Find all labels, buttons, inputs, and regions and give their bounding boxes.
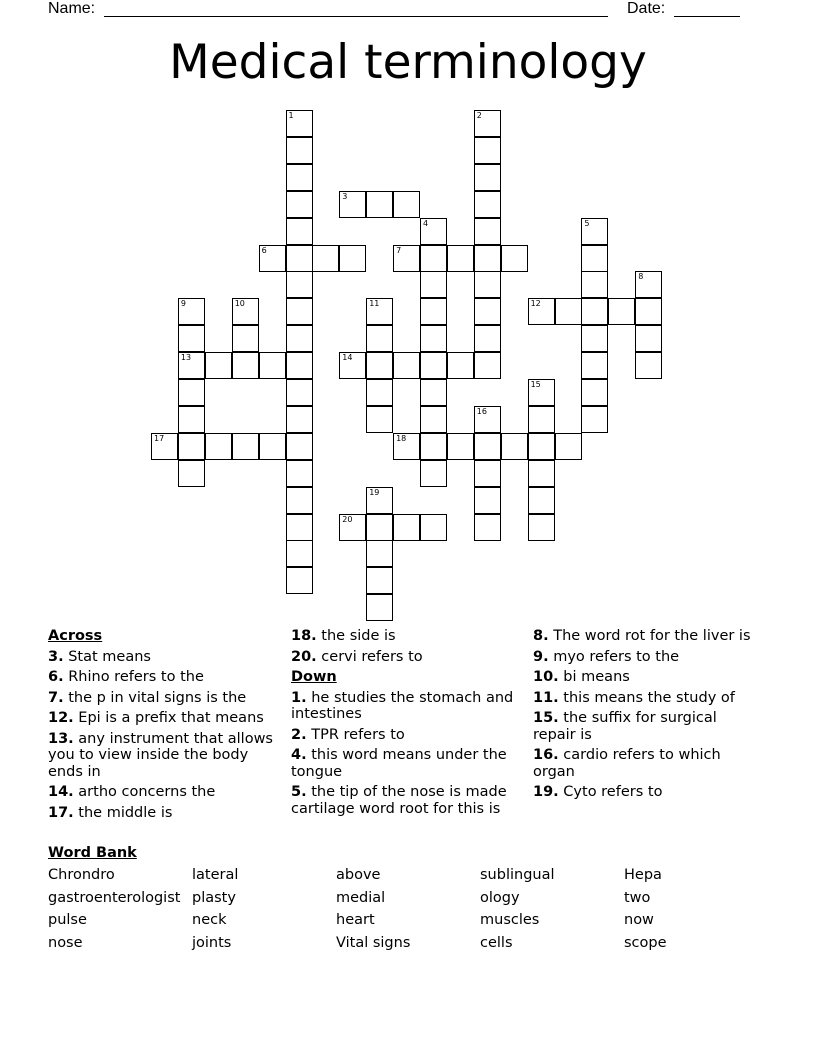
clue-text: bi means [563,669,630,685]
clues-column-3 [533,628,761,805]
grid-cell[interactable] [420,245,447,272]
grid-cell[interactable] [420,218,447,245]
grid-cell[interactable] [474,245,501,272]
clue-number-label: 20 [342,514,353,524]
grid-cell[interactable] [474,191,501,218]
date-label: Date: [627,0,666,17]
word-bank-row [48,867,768,890]
clue-number: 15. [533,710,559,726]
word-bank-item: gastroenterologist [48,889,181,906]
grid-cell[interactable] [286,379,313,406]
clue-number: 5. [291,784,307,800]
grid-cell[interactable] [286,218,313,245]
clue-number: 16. [533,747,559,763]
clue-number: 10. [533,669,559,685]
grid-cell[interactable] [286,271,313,298]
grid-cell[interactable] [581,271,608,298]
word-bank-item: pulse [48,912,87,929]
clue-number-label: 5 [584,218,590,228]
grid-cell[interactable] [420,433,447,460]
clue-number-label: 19 [369,487,380,497]
grid-cell[interactable] [501,433,528,460]
grid-cell[interactable] [286,137,313,164]
clue-number-label: 13 [180,353,192,363]
clue-number: 8. [533,628,549,644]
grid-cell[interactable] [339,352,366,379]
clue-down-1 [291,690,519,723]
grid-cell[interactable] [366,514,393,541]
clue-number: 13. [48,730,74,747]
grid-cell[interactable] [286,298,313,325]
clue-across-14 [48,784,276,801]
grid-cell[interactable] [581,245,608,272]
clue-number-label: 8 [638,272,644,282]
grid-cell[interactable] [286,460,313,487]
clue-number-label: 6 [261,245,267,255]
grid-cell[interactable] [232,433,259,460]
grid-cell[interactable] [474,325,501,352]
grid-cell[interactable] [528,433,555,460]
grid-cell[interactable] [581,379,608,406]
clue-down-5 [291,784,519,817]
clue-text: Rhino refers to the [68,669,204,685]
clue-across-20 [291,649,519,666]
clue-number-label: 17 [154,433,165,443]
grid-cell[interactable] [420,514,447,541]
grid-cell[interactable] [286,514,313,541]
clue-text: cervi refers to [321,648,423,665]
grid-cell[interactable] [259,433,286,460]
word-bank-item: cells [480,934,513,951]
grid-cell[interactable] [286,433,313,460]
grid-cell[interactable] [366,298,393,325]
grid-cell[interactable] [393,245,420,272]
grid-cell[interactable] [366,191,393,218]
grid-cell[interactable] [393,514,420,541]
clues-column-2 [291,628,519,821]
clue-text: Stat means [68,648,151,665]
grid-cell[interactable] [286,245,313,272]
clue-number-label: 4 [423,218,429,228]
grid-cell[interactable] [286,191,313,218]
grid-cell[interactable] [474,406,501,433]
grid-cell[interactable] [581,406,608,433]
clue-text: The word rot for the liver is [553,628,751,644]
grid-cell[interactable] [635,298,662,325]
grid-cell[interactable] [474,110,501,137]
clue-down-10 [533,669,761,686]
grid-cell[interactable] [205,433,232,460]
clue-across-6 [48,669,276,686]
grid-cell[interactable] [528,514,555,541]
down-heading: Down [291,669,337,685]
word-bank-item: now [624,912,654,929]
grid-cell[interactable] [366,325,393,352]
grid-cell[interactable] [420,460,447,487]
grid-cell[interactable] [474,460,501,487]
grid-cell[interactable] [366,487,393,514]
grid-cell[interactable] [474,271,501,298]
word-bank-item: heart [336,912,375,929]
word-bank-item: neck [192,912,227,929]
grid-cell[interactable] [635,271,662,298]
clue-down-19 [533,784,761,801]
clue-text: the side is [321,628,396,644]
clue-number-label: 11 [369,299,380,309]
clue-text: TPR refers to [311,726,405,743]
grid-cell[interactable] [339,191,366,218]
clue-across-17 [48,805,276,822]
grid-cell[interactable] [366,567,393,594]
grid-cell[interactable] [286,540,313,567]
clue-number-label: 15 [530,380,541,389]
clue-text: the middle is [78,804,173,821]
clue-text: this word means under the tongue [291,747,507,780]
grid-cell[interactable] [366,352,393,379]
grid-cell[interactable] [151,433,178,460]
grid-cell[interactable] [474,298,501,325]
grid-cell[interactable] [555,433,582,460]
clue-across-7 [48,690,276,707]
grid-cell[interactable] [205,352,232,379]
word-bank [48,845,768,957]
clue-number: 17. [48,804,74,821]
clue-down-16 [533,747,761,780]
clue-down-15 [533,710,761,743]
grid-cell[interactable] [232,298,259,325]
grid-cell[interactable] [420,298,447,325]
grid-cell[interactable] [286,567,313,594]
grid-cell[interactable] [178,379,205,406]
clue-number-label: 9 [180,299,186,309]
clue-text: the p in vital signs is the [68,689,247,706]
grid-cell[interactable] [635,325,662,352]
grid-cell[interactable] [259,352,286,379]
grid-cell[interactable] [286,352,313,379]
name-label: Name: [48,0,96,17]
grid-cell[interactable] [420,325,447,352]
clue-text: cardio refers to which organ [533,747,721,780]
clue-text: myo refers to the [553,648,680,665]
clue-number-label: 18 [396,433,407,443]
clues-column-1 [48,628,276,825]
grid-cell[interactable] [259,245,286,272]
clue-text: Cyto refers to [563,784,663,800]
grid-cell[interactable] [635,352,662,379]
grid-cell[interactable] [528,298,555,325]
across-heading: Across [48,628,103,644]
clue-down-11 [533,690,761,707]
clue-across-3 [48,649,276,666]
word-bank-item: muscles [480,912,540,929]
clue-number: 9. [533,648,549,665]
grid-cell[interactable] [366,540,393,567]
grid-cell[interactable] [178,325,205,352]
grid-cell[interactable] [178,352,205,379]
grid-cell[interactable] [339,514,366,541]
grid-cell[interactable] [474,433,501,460]
grid-cell[interactable] [393,352,420,379]
grid-cell[interactable] [366,379,393,406]
clue-number: 20. [291,648,317,665]
word-bank-item: Hepa [624,867,662,883]
word-bank-item: lateral [192,867,239,883]
grid-cell[interactable] [420,271,447,298]
grid-cell[interactable] [528,379,555,406]
clue-number-label: 7 [396,245,402,255]
grid-cell[interactable] [474,137,501,164]
word-bank-row [48,890,768,913]
clue-number: 4. [291,747,307,763]
grid-cell[interactable] [393,191,420,218]
grid-cell[interactable] [178,460,205,487]
grid-cell[interactable] [474,487,501,514]
clue-number-label: 12 [530,299,541,309]
clue-number: 2. [291,726,307,743]
word-bank-item: plasty [192,889,236,906]
grid-cell[interactable] [286,406,313,433]
grid-cell[interactable] [447,352,474,379]
grid-cell[interactable] [474,352,501,379]
grid-cell[interactable] [178,433,205,460]
clue-down-4 [291,747,519,780]
clue-number-label: 14 [342,353,353,363]
grid-cell[interactable] [608,298,635,325]
clue-number-label: 1 [288,111,294,120]
grid-cell[interactable] [286,164,313,191]
grid-cell[interactable] [528,460,555,487]
grid-cell[interactable] [474,218,501,245]
grid-cell[interactable] [339,245,366,272]
grid-cell[interactable] [232,325,259,352]
grid-cell[interactable] [178,406,205,433]
word-bank-item: nose [48,934,83,951]
word-bank-item: Vital signs [336,934,411,951]
grid-cell[interactable] [474,164,501,191]
clue-number: 6. [48,669,64,685]
clue-text: the tip of the nose is made cartilage word root for this is [291,784,507,817]
grid-cell[interactable] [447,245,474,272]
word-bank-item: medial [336,889,386,906]
grid-cell[interactable] [501,245,528,272]
grid-cell[interactable] [420,352,447,379]
word-bank-item: ology [480,889,520,906]
grid-cell[interactable] [286,110,313,137]
word-bank-row [48,912,768,935]
clue-across-18 [291,628,519,645]
clue-number: 12. [48,710,74,726]
clue-number: 19. [533,784,559,800]
grid-cell[interactable] [528,487,555,514]
clue-down-2 [291,727,519,744]
word-bank-item: above [336,867,381,883]
grid-cell[interactable] [178,298,205,325]
grid-cell[interactable] [581,298,608,325]
word-bank-row [48,935,768,958]
grid-cell[interactable] [474,514,501,541]
grid-cell[interactable] [286,325,313,352]
clue-number: 3. [48,648,64,665]
grid-cell[interactable] [393,433,420,460]
clue-number-label: 2 [476,111,482,120]
grid-cell[interactable] [555,298,582,325]
word-bank-item: Chrondro [48,867,115,883]
clue-text: Epi is a prefix that means [78,710,264,726]
grid-cell[interactable] [366,594,393,621]
clue-number-label: 3 [342,191,348,201]
grid-cell[interactable] [420,379,447,406]
clue-number: 14. [48,784,74,800]
clue-number: 7. [48,689,64,706]
word-bank-heading: Word Bank [48,845,137,861]
grid-cell[interactable] [312,245,339,272]
grid-cell[interactable] [366,406,393,433]
clue-number-label: 16 [476,406,487,416]
word-bank-item: two [624,889,651,906]
clue-down-8 [533,628,761,645]
grid-cell[interactable] [447,433,474,460]
grid-cell[interactable] [581,352,608,379]
grid-cell[interactable] [420,406,447,433]
clue-text: the suffix for surgical repair is [533,710,717,743]
puzzle-title: Medical terminology [169,35,647,90]
clue-across-12 [48,710,276,727]
clue-down-9 [533,649,761,666]
word-bank-item: sublingual [480,867,555,883]
word-bank-item: scope [624,934,667,951]
clue-number: 1. [291,689,307,706]
clue-text: he studies the stomach and intestines [291,689,514,722]
word-bank-item: joints [192,934,232,951]
grid-cell[interactable] [232,352,259,379]
clue-text: any instrument that allows you to view inside the body ends in [48,730,273,780]
clue-text: this means the study of [563,689,735,706]
clue-number: 18. [291,628,317,644]
clue-across-13 [48,731,276,781]
grid-cell[interactable] [286,487,313,514]
clue-text: artho concerns the [78,784,216,800]
clue-number: 11. [533,689,559,706]
grid-cell[interactable] [528,406,555,433]
clue-number-label: 10 [234,299,245,309]
grid-cell[interactable] [581,218,608,245]
grid-cell[interactable] [581,325,608,352]
